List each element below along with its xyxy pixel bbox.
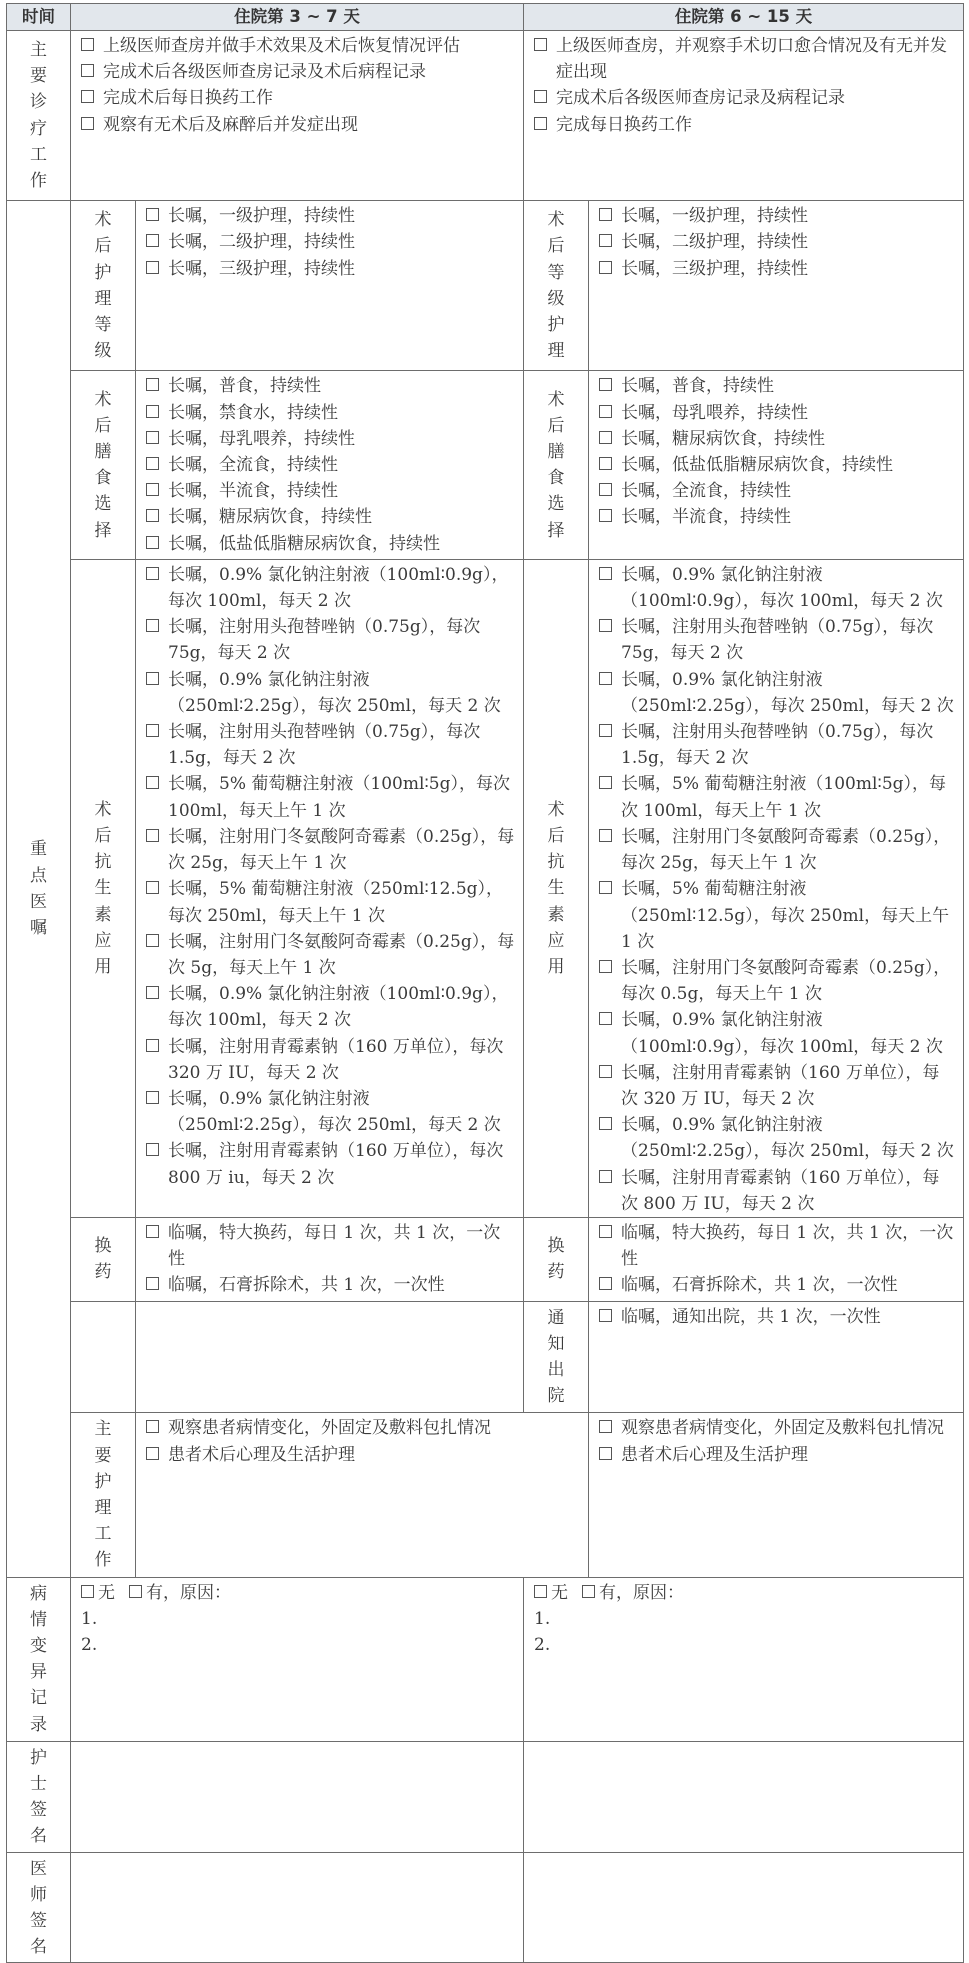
doctor-sign-row (7, 1852, 964, 1963)
checklist-item-text: 完成术后各级医师查房记录及病程记录 (556, 88, 846, 109)
variation-col2: 无 有，原因： 1. 2. (524, 1577, 964, 1741)
checklist-item-text: 长嘱，一级护理，持续性 (168, 206, 355, 227)
checkbox[interactable] (146, 378, 159, 391)
checklist-item-text: 长嘱，全流食，持续性 (621, 481, 792, 502)
doctor-sign-label: 医师签名 (7, 1852, 71, 1963)
checklist-item (599, 400, 955, 426)
header-row (7, 4, 964, 31)
checklist-item (146, 478, 515, 504)
checklist-item (599, 1304, 955, 1330)
checkbox[interactable] (146, 208, 159, 221)
checklist-item-text: 观察有无术后及麻醉后并发症出现 (103, 114, 358, 135)
checkbox[interactable] (146, 881, 159, 894)
variation-col1: 无 有，原因： 1. 2. (71, 1577, 524, 1741)
checkbox[interactable] (534, 90, 547, 103)
antibiotics-label-col2: 术后抗生素应用 (524, 559, 589, 1217)
antibiotics-col1 (136, 559, 524, 1217)
checklist-item (146, 1034, 515, 1086)
checkbox[interactable] (599, 405, 612, 418)
checkbox[interactable] (81, 64, 94, 77)
checkbox[interactable] (599, 483, 612, 496)
checklist-item-text: 长嘱，5% 葡萄糖注射液（100ml∶5g），每次 100ml，每天上午 1 次 (168, 774, 510, 821)
nurse-sign-label: 护士签名 (7, 1741, 71, 1852)
checklist-item (599, 667, 955, 719)
checklist-item (81, 33, 515, 59)
checklist-item-text: 患者术后心理及生活护理 (621, 1444, 809, 1465)
clinical-pathway-table (6, 3, 964, 1963)
checkbox[interactable] (599, 1277, 612, 1290)
checklist-item-text: 长嘱，全流食，持续性 (168, 455, 338, 476)
checklist-item (146, 504, 515, 530)
checkbox[interactable] (146, 509, 159, 522)
checklist-item (599, 719, 955, 771)
checklist-item-text: 长嘱，半流食，持续性 (168, 481, 338, 502)
checklist-item (146, 373, 515, 399)
checkbox[interactable] (146, 405, 159, 418)
checkbox[interactable] (599, 960, 612, 973)
checkbox[interactable] (146, 724, 159, 737)
checklist-item (599, 1060, 955, 1112)
variation-none-checkbox[interactable] (534, 1585, 547, 1598)
dressing-col2 (589, 1217, 964, 1301)
checkbox[interactable] (146, 457, 159, 470)
checkbox[interactable] (599, 1012, 612, 1025)
checklist-item (146, 256, 515, 282)
checklist-item-text: 长嘱，0.9% 氯化钠注射液（250ml∶2.25g），每次 250ml，每天 2 次 (168, 669, 501, 716)
checklist-item (599, 562, 955, 614)
doctor-sign-col2[interactable] (524, 1852, 964, 1963)
checkbox[interactable] (599, 829, 612, 842)
checklist-item-text: 长嘱，母乳喂养，持续性 (168, 428, 355, 449)
checklist-item (146, 667, 515, 719)
checklist-item-text: 长嘱，注射用门冬氨酸阿奇霉素（0.25g），每次 5g，每天上午 1 次 (168, 931, 515, 978)
checklist-item (599, 1272, 955, 1298)
checklist-item-text: 长嘱，三级护理，持续性 (168, 258, 355, 279)
discharge-col2 (589, 1301, 964, 1413)
discharge-empty-col1 (136, 1301, 524, 1413)
checkbox[interactable] (599, 1447, 612, 1460)
checklist-item (599, 256, 955, 282)
checklist-item-text: 长嘱，注射用门冬氨酸阿奇霉素（0.25g），每次 25g，每天上午 1 次 (168, 826, 515, 874)
checklist-item (146, 1415, 580, 1441)
checklist-item-text: 长嘱，5% 葡萄糖注射液（250ml∶12.5g），每次 250ml，每天上午 1 次 (621, 879, 950, 952)
checklist-item (599, 203, 955, 229)
checklist-item-text: 长嘱，0.9% 氯化钠注射液（250ml∶2.25g），每次 250ml，每天 2 次 (621, 669, 954, 716)
checklist-item-text: 长嘱，母乳喂养，持续性 (621, 402, 809, 423)
checklist-item (146, 1086, 515, 1138)
dressing-row (7, 1217, 964, 1301)
diet-col1 (136, 371, 524, 559)
main-work-row (7, 31, 964, 201)
checklist-item (599, 876, 955, 955)
discharge-label: 通知出院 (524, 1301, 589, 1413)
checklist-item (599, 1220, 955, 1272)
checklist-item (599, 614, 955, 666)
checklist-item (146, 1442, 580, 1468)
checkbox[interactable] (146, 672, 159, 685)
checklist-item (81, 59, 515, 85)
checkbox[interactable] (599, 457, 612, 470)
checklist-item-text: 长嘱，注射用青霉素钠（160 万单位），每次 800 万 iu，每天 2 次 (168, 1141, 504, 1188)
checkbox[interactable] (81, 117, 94, 130)
nursing-work-col1 (136, 1413, 589, 1577)
checkbox[interactable] (146, 1277, 159, 1290)
checklist-item-text: 临嘱，石膏拆除术，共 1 次，一次性 (168, 1275, 445, 1296)
checklist-item (146, 719, 515, 771)
col1-header: 住院第 3 ~ 7 天 (71, 4, 524, 31)
nursing-work-row (7, 1413, 964, 1577)
checklist-item-text: 长嘱，注射用头孢替唑钠（0.75g），每次 1.5g，每天 2 次 (621, 722, 934, 769)
checklist-item-text: 临嘱，特大换药，每日 1 次，共 1 次，一次性 (621, 1222, 954, 1270)
checklist-item-text: 长嘱，注射用门冬氨酸阿奇霉素（0.25g），每次 25g，每天上午 1 次 (621, 826, 951, 874)
checkbox[interactable] (81, 90, 94, 103)
checklist-item (599, 229, 955, 255)
dressing-col1 (136, 1217, 524, 1301)
checkbox[interactable] (599, 619, 612, 632)
checkbox[interactable] (534, 117, 547, 130)
nursing-label-col1: 术后护理等级 (71, 201, 136, 371)
checklist-item (599, 1007, 955, 1059)
col2-header: 住院第 6 ~ 15 天 (524, 4, 964, 31)
checklist-item (599, 771, 955, 823)
checklist-item-text: 完成术后每日换药工作 (103, 88, 273, 109)
variation-row (7, 1577, 964, 1741)
checkbox[interactable] (146, 1225, 159, 1238)
checklist-item (534, 112, 955, 138)
checklist-item-text: 长嘱，0.9% 氯化钠注射液（250ml∶2.25g），每次 250ml，每天 2 次 (168, 1088, 501, 1136)
checklist-item-text: 长嘱，注射用头孢替唑钠（0.75g），每次 75g，每天 2 次 (168, 617, 481, 664)
checklist-item (146, 876, 515, 928)
dressing-label-col2: 换药 (524, 1217, 589, 1301)
checklist-item (599, 1165, 955, 1217)
nurse-sign-col1[interactable] (71, 1741, 524, 1852)
checkbox[interactable] (146, 234, 159, 247)
diet-row (7, 371, 964, 559)
checklist-item (599, 1442, 955, 1468)
checkbox[interactable] (146, 1143, 159, 1156)
checklist-item-text: 完成术后各级医师查房记录及术后病程记录 (103, 62, 426, 83)
checklist-item (599, 478, 955, 504)
checklist-item (599, 452, 955, 478)
checkbox[interactable] (599, 776, 612, 789)
antibiotics-label-col1: 术后抗生素应用 (71, 559, 136, 1217)
checklist-item-text: 观察患者病情变化，外固定及敷料包扎情况 (621, 1418, 945, 1439)
main-work-col1 (71, 31, 524, 201)
checklist-item-text: 长嘱，注射用头孢替唑钠（0.75g），每次 75g，每天 2 次 (621, 617, 934, 664)
checkbox[interactable] (599, 431, 612, 444)
checkbox[interactable] (146, 261, 159, 274)
checklist-item-text: 长嘱，普食，持续性 (621, 376, 775, 397)
checklist-item (599, 955, 955, 1007)
checklist-item-text: 长嘱，0.9% 氯化钠注射液（100ml∶0.9g），每次 100ml，每天 2 次 (621, 1010, 943, 1057)
checkbox[interactable] (599, 881, 612, 894)
checklist-item-text: 长嘱，0.9% 氯化钠注射液（250ml∶2.25g），每次 250ml，每天 2 次 (621, 1115, 954, 1162)
checklist-item (146, 929, 515, 981)
checkbox[interactable] (534, 38, 547, 51)
checklist-item-text: 长嘱，注射用青霉素钠（160 万单位），每次 320 万 IU，每天 2 次 (168, 1036, 504, 1083)
checkbox[interactable] (146, 934, 159, 947)
nursing-work-label: 主要护理工作 (71, 1413, 136, 1577)
checkbox[interactable] (81, 38, 94, 51)
variation-line-2: 2. (534, 1634, 551, 1655)
checklist-item (146, 981, 515, 1033)
checklist-item (534, 85, 955, 111)
nursing-col1 (136, 201, 524, 371)
variation-line-1: 1. (81, 1608, 98, 1629)
checkbox[interactable] (599, 1170, 612, 1183)
nursing-col2 (589, 201, 964, 371)
checklist-item (599, 824, 955, 876)
variation-none-checkbox[interactable] (81, 1585, 94, 1598)
checklist-item (599, 1415, 955, 1441)
checklist-item-text: 上级医师查房，并观察手术切口愈合情况及有无并发症出现 (556, 36, 948, 83)
main-work-col2 (524, 31, 964, 201)
doctor-sign-col1[interactable] (71, 1852, 524, 1963)
main-work-label: 主要诊疗工作 (7, 31, 71, 201)
checkbox[interactable] (146, 1447, 159, 1460)
variation-yes-checkbox[interactable] (129, 1585, 142, 1598)
checklist-item-text: 长嘱，注射用青霉素钠（160 万单位），每次 800 万 IU，每天 2 次 (621, 1167, 940, 1214)
checkbox[interactable] (146, 431, 159, 444)
checklist-item (599, 504, 955, 530)
checkbox[interactable] (599, 261, 612, 274)
key-orders-label: 重点医嘱 (7, 201, 71, 1577)
checklist-item-text: 长嘱，糖尿病饮食，持续性 (621, 428, 826, 449)
checklist-item-text: 长嘱，5% 葡萄糖注射液（100ml∶5g），每次 100ml，每天上午 1 次 (621, 774, 947, 821)
checklist-item (81, 112, 515, 138)
checkbox[interactable] (146, 619, 159, 632)
checklist-item (599, 426, 955, 452)
checklist-item (599, 1112, 955, 1164)
checkbox[interactable] (146, 829, 159, 842)
checklist-item-text: 患者术后心理及生活护理 (168, 1444, 355, 1465)
checkbox[interactable] (599, 1117, 612, 1130)
checklist-item-text: 长嘱，5% 葡萄糖注射液（250ml∶12.5g），每次 250ml，每天上午 1 次 (168, 879, 504, 926)
nursing-level-row (7, 201, 964, 371)
checklist-item-text: 长嘱，普食，持续性 (168, 376, 321, 397)
checklist-item (81, 85, 515, 111)
checkbox[interactable] (146, 986, 159, 999)
variation-label: 病情变异记录 (7, 1577, 71, 1741)
antibiotics-col2 (589, 559, 964, 1217)
checklist-item-text: 长嘱，0.9% 氯化钠注射液（100ml∶0.9g），每次 100ml，每天 2 次 (168, 564, 509, 612)
checklist-item-text: 上级医师查房并做手术效果及术后恢复情况评估 (103, 36, 460, 56)
checklist-item-text: 长嘱，二级护理，持续性 (168, 232, 355, 253)
checkbox[interactable] (599, 208, 612, 221)
checklist-item (146, 1138, 515, 1190)
checklist-item-text: 长嘱，0.9% 氯化钠注射液（100ml∶0.9g），每次 100ml，每天 2 次 (168, 984, 509, 1031)
checkbox[interactable] (146, 1039, 159, 1052)
checkbox[interactable] (599, 1309, 612, 1322)
checklist-item-text: 观察患者病情变化，外固定及敷料包扎情况 (168, 1418, 491, 1439)
nurse-sign-row (7, 1741, 964, 1852)
checklist-item (146, 400, 515, 426)
checklist-item-text: 长嘱，低盐低脂糖尿病饮食，持续性 (621, 455, 894, 476)
checklist-item (146, 452, 515, 478)
diet-label-col2: 术后膳食选择 (524, 371, 589, 559)
checkbox[interactable] (146, 536, 159, 549)
checklist-item (599, 373, 955, 399)
checklist-item (146, 203, 515, 229)
antibiotics-row (7, 559, 964, 1217)
checkbox[interactable] (599, 509, 612, 522)
checkbox[interactable] (599, 234, 612, 247)
checklist-item-text: 长嘱，三级护理，持续性 (621, 258, 809, 279)
checkbox[interactable] (599, 1065, 612, 1078)
checkbox[interactable] (599, 378, 612, 391)
checklist-item (146, 531, 515, 557)
checklist-item-text: 长嘱，半流食，持续性 (621, 507, 792, 528)
checklist-item (146, 426, 515, 452)
checklist-item (146, 229, 515, 255)
checklist-item-text: 长嘱，0.9% 氯化钠注射液（100ml∶0.9g），每次 100ml，每天 2 次 (621, 564, 943, 612)
checklist-item-text: 临嘱，特大换药，每日 1 次，共 1 次，一次性 (168, 1222, 501, 1270)
nurse-sign-col2[interactable] (524, 1741, 964, 1852)
checklist-item (146, 614, 515, 666)
checkbox[interactable] (599, 672, 612, 685)
variation-line-1: 1. (534, 1608, 551, 1629)
checklist-item-text: 临嘱，石膏拆除术，共 1 次，一次性 (621, 1275, 898, 1296)
checkbox[interactable] (146, 567, 159, 580)
checkbox[interactable] (599, 724, 612, 737)
checkbox[interactable] (599, 567, 612, 580)
dressing-label-col1: 换药 (71, 1217, 136, 1301)
checklist-item-text: 长嘱，一级护理，持续性 (621, 206, 809, 227)
checklist-item-text: 长嘱，糖尿病饮食，持续性 (168, 507, 372, 528)
checklist-item-text: 长嘱，注射用门冬氨酸阿奇霉素（0.25g），每次 0.5g，每天上午 1 次 (621, 957, 951, 1005)
checklist-item (146, 1220, 515, 1272)
checkbox[interactable] (146, 1420, 159, 1433)
checkbox[interactable] (599, 1420, 612, 1433)
checkbox[interactable] (146, 776, 159, 789)
checkbox[interactable] (599, 1225, 612, 1238)
checklist-item-text: 长嘱，注射用青霉素钠（160 万单位），每次 320 万 IU，每天 2 次 (621, 1062, 940, 1109)
checklist-item-text: 长嘱，注射用头孢替唑钠（0.75g），每次 1.5g，每天 2 次 (168, 722, 481, 769)
nursing-work-col2 (589, 1413, 964, 1577)
checklist-item-text: 长嘱，禁食水，持续性 (168, 402, 338, 423)
checklist-item (146, 1272, 515, 1298)
time-header: 时间 (7, 4, 71, 31)
diet-label-col1: 术后膳食选择 (71, 371, 136, 559)
checklist-item (146, 824, 515, 876)
checklist-item-text: 长嘱，低盐低脂糖尿病饮食，持续性 (168, 533, 440, 554)
checklist-item (534, 33, 955, 85)
checklist-item (146, 771, 515, 823)
diet-col2 (589, 371, 964, 559)
discharge-row (7, 1301, 964, 1413)
checklist-item-text: 临嘱，通知出院，共 1 次，一次性 (621, 1306, 881, 1327)
variation-line-2: 2. (81, 1634, 98, 1655)
checkbox[interactable] (146, 1091, 159, 1104)
checklist-item-text: 完成每日换药工作 (556, 114, 693, 135)
variation-yes-checkbox[interactable] (582, 1585, 595, 1598)
nursing-label-col2: 术后等级护理 (524, 201, 589, 371)
checklist-item (146, 562, 515, 614)
discharge-empty-label (71, 1301, 136, 1413)
checkbox[interactable] (146, 483, 159, 496)
checklist-item-text: 长嘱，二级护理，持续性 (621, 232, 809, 253)
